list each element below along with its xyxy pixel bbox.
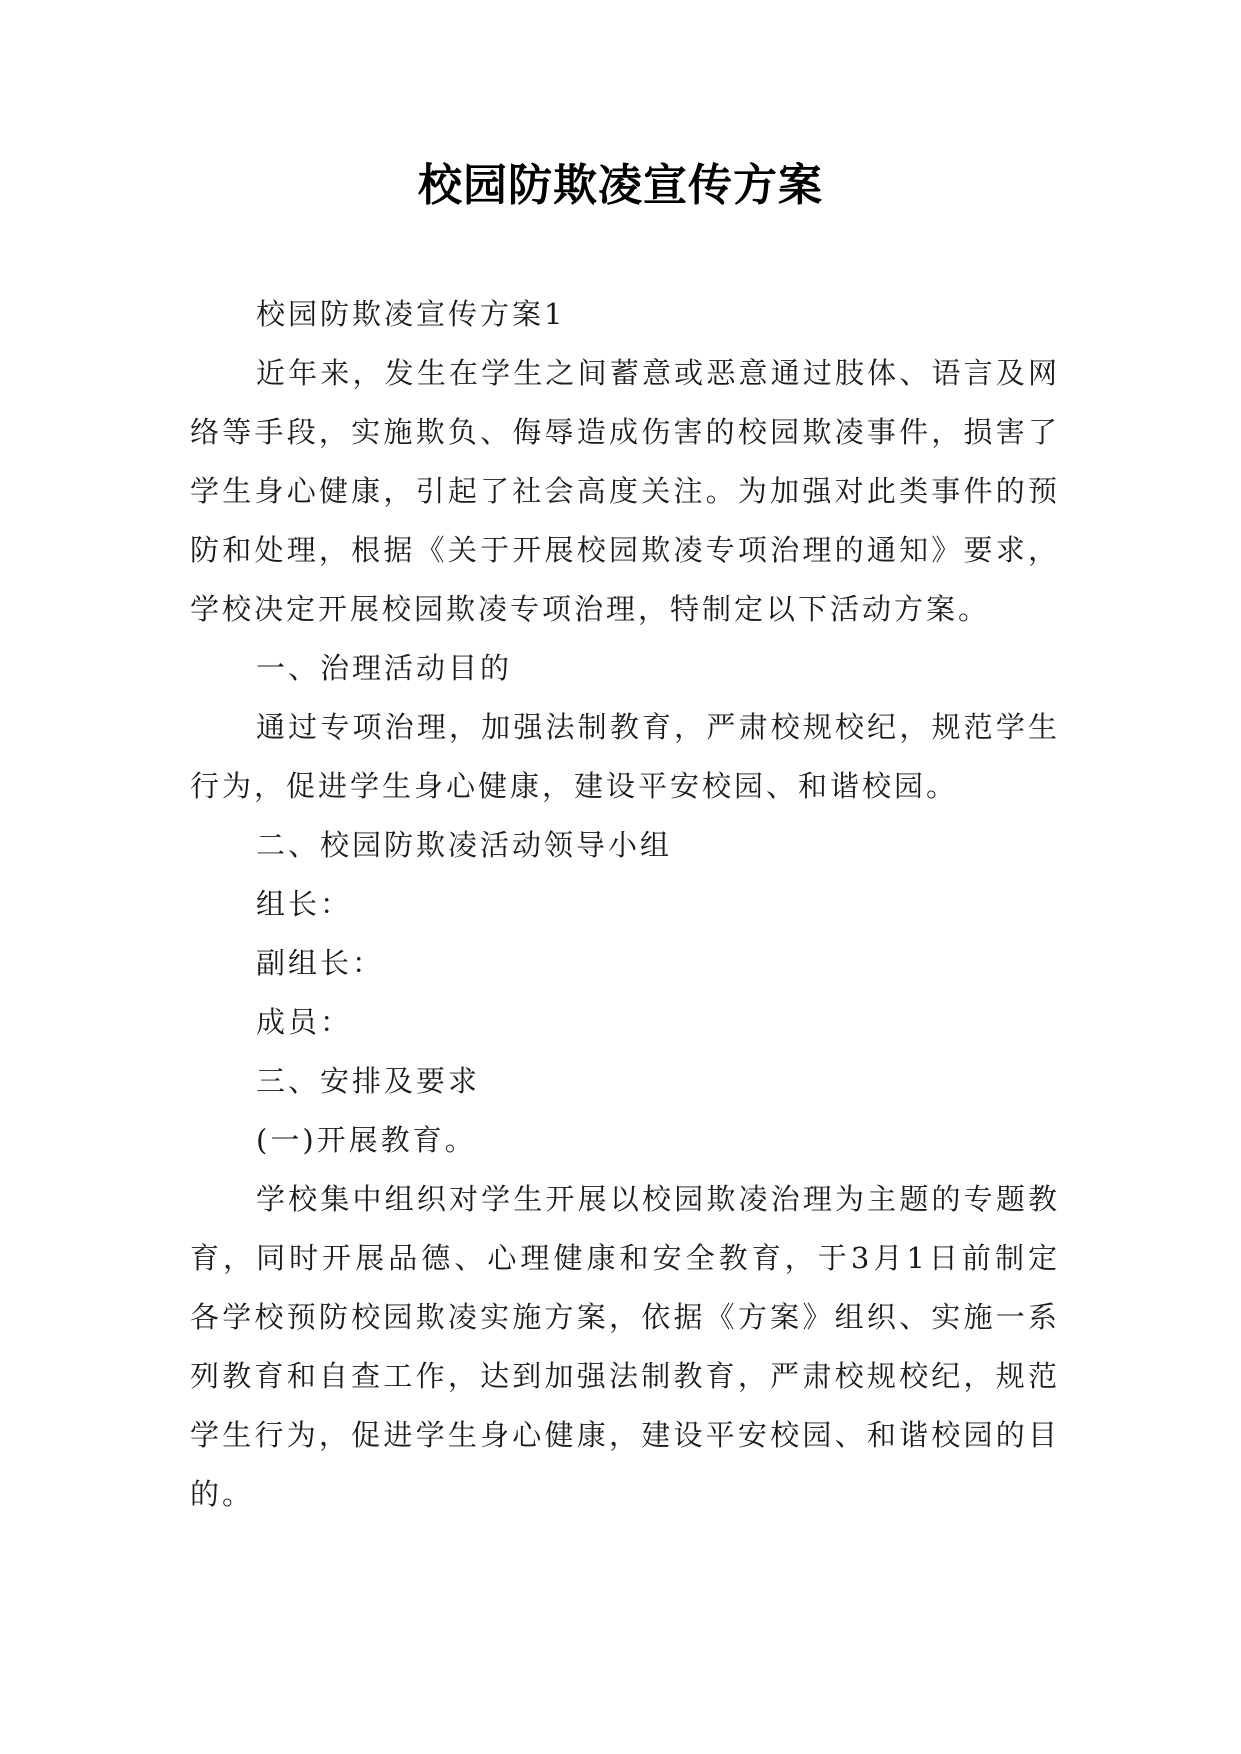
- document-body: [190, 285, 1060, 1524]
- subheading-education: (一)开展教育。: [256, 1123, 477, 1157]
- deputy-leader-line: 副组长：: [256, 946, 385, 980]
- heading-leadership: 二、校园防欺凌活动领导小组: [256, 828, 673, 862]
- heading-goal: 一、治理活动目的: [256, 651, 513, 685]
- section-heading: 校园防欺凌宣传方案1: [256, 297, 566, 331]
- document-title: 校园防欺凌宣传方案: [418, 160, 823, 211]
- leader-line: 组长：: [256, 887, 353, 921]
- goal-paragraph: 通过专项治理，加强法制教育，严肃校规校纪，规范学生行为，促进学生身心健康，建设平安校园、和谐校园。: [190, 710, 1060, 803]
- intro-paragraph: 近年来，发生在学生之间蓄意或恶意通过肢体、语言及网络等手段，实施欺负、侮辱造成伤害的校园欺凌事件，损害了学生身心健康，引起了社会高度关注。为加强对此类事件的预防和处理，根据《关于开展校园欺凌专项治理的通知》要求，学校决定开展校园欺凌专项治理，特制定以下活动方案。: [190, 356, 1060, 626]
- heading-arrangements: 三、安排及要求: [256, 1064, 481, 1098]
- members-line: 成员：: [256, 1005, 353, 1039]
- education-paragraph: 学校集中组织对学生开展以校园欺凌治理为主题的专题教育，同时开展品德、心理健康和安全教育，于3月1日前制定各学校预防校园欺凌实施方案，依据《方案》组织、实施一系列教育和自查工作，达到加强法制教育，严肃校规校纪，规范学生行为，促进学生身心健康，建设平安校园、和谐校园的目的。: [190, 1182, 1060, 1511]
